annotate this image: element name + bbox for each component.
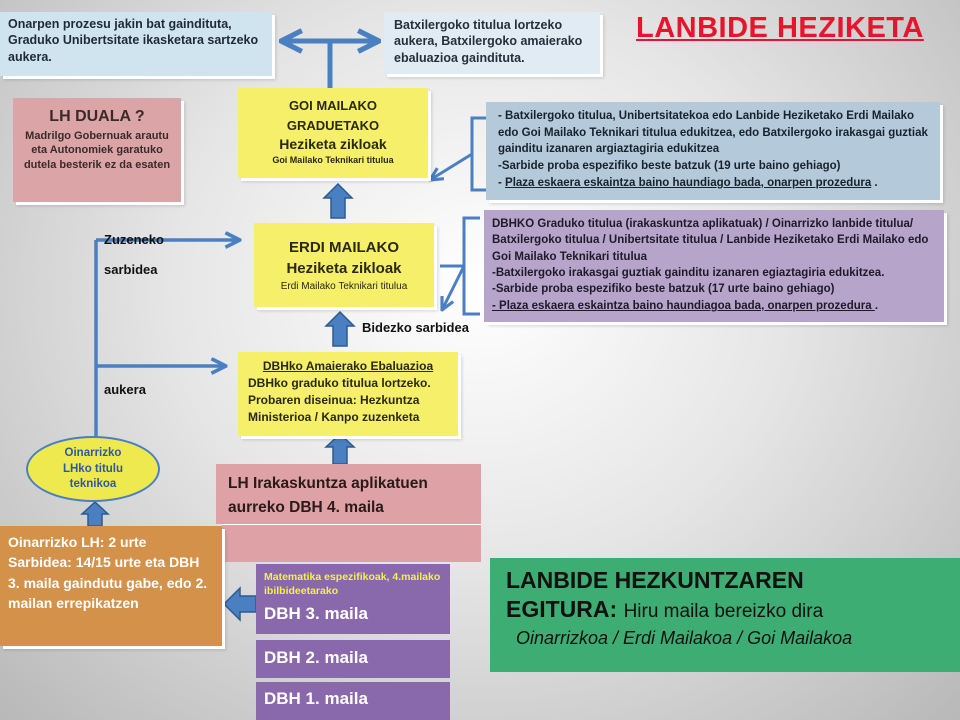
dbh1-box: DBH 1. maila: [256, 682, 450, 720]
label-aukera: aukera: [104, 382, 146, 397]
ellipse-line2: LHko titulu: [62, 462, 124, 475]
lh-duala-body: Madrilgo Gobernuak arautu eta Autonomiek garatuko dutela besterik ez da esaten: [23, 130, 171, 171]
dbh-eval-body: DBHko graduko titulua lortzeko. Probaren diseinua: Hezkuntza Ministerioa / Kanpo zuzenketa: [248, 376, 431, 424]
goi-req-prefix: -: [498, 176, 506, 189]
dbh2-box: DBH 2. maila: [256, 640, 450, 678]
lh-duala-box: [13, 98, 181, 202]
structure-summary-box: [490, 558, 960, 672]
goi-requirements-bracket: [430, 118, 488, 190]
structure-line1: LANBIDE HEZKUNTZAREN: [506, 567, 804, 593]
erdi-req-underlined: - Plaza eskaera eskaintza baino haundiagoa bada, onarpen prozedura: [492, 299, 875, 312]
baccalaureate-note: Batxilergoko titulua lortzeko aukera, Batxilergoko amaierako ebaluazioa gainditutа.: [384, 12, 600, 74]
left-arrow-to-oinarrizko: [224, 588, 256, 620]
lh-irakaskuntza-lower-band: [222, 524, 481, 562]
matematika-note: Matematika espezifikoak, 4.mailako ibilbideetarako: [264, 571, 441, 598]
up-arrow-to-ellipse: [82, 502, 108, 526]
goi-req-line2: -Sarbide proba espezifiko beste batzuk (19 urte baino gehiago): [498, 160, 841, 173]
erdi-req-suffix: .: [874, 299, 879, 312]
erdi-requirements-box: [484, 210, 944, 322]
goi-mailako-box: [238, 88, 428, 178]
ellipse-line3: teknikoa: [69, 478, 117, 491]
top-split-arrow: [281, 41, 379, 88]
label-zuzeneko: Zuzeneko: [104, 232, 164, 247]
goi-req-suffix: .: [871, 176, 878, 189]
oinarrizko-title-ellipse: [26, 436, 160, 502]
erdi-req-line3: -Sarbide proba espezifiko beste batzuk (17 urte baino gehiago): [492, 283, 835, 296]
goi-line3: Heziketa zikloak: [279, 136, 387, 152]
dbh-eval-heading: DBHko Amaierako Ebaluazioa: [262, 359, 434, 373]
label-sarbidea: sarbidea: [104, 262, 158, 277]
goi-line4: Goi Mailako Teknikari titulua: [272, 154, 394, 165]
ellipse-line1: Oinarrizko: [64, 447, 122, 459]
lh-duala-heading: LH DUALA ?: [49, 108, 145, 125]
goi-line1: GOI MAILAKO: [288, 98, 378, 113]
goi-requirements-box: [486, 102, 940, 200]
erdi-line1: ERDI MAILAKO: [289, 239, 399, 256]
goi-req-line3: [498, 175, 928, 192]
goi-req-line1: - Batxilergoko titulua, Unibertsitatekoa edo Lanbide Heziketako Erdi Mailako edo Goi Mailako Teknikari titulua edukitzea, edo Batxilergoko irakasgai guztiak gainditu izanaren argiaztagiria edukitzea: [498, 110, 928, 156]
erdi-requirements-bracket: [440, 218, 480, 314]
up-arrow-to-erdi: [326, 312, 354, 346]
goi-line2: GRADUETAKO: [286, 117, 380, 133]
erdi-line3: Erdi Mailako Teknikari titulua: [280, 280, 408, 292]
up-arrow-to-goi: [324, 184, 352, 218]
erdi-mailako-box: [254, 223, 434, 307]
erdi-req-line4: [492, 298, 936, 314]
structure-egitura: EGITURA:: [506, 595, 624, 622]
goi-req-underlined: Plaza eskaera eskaintza baino haundiago bada, onarpen prozedura: [505, 176, 872, 189]
lh-irakaskuntza-box: LH Irakaskuntza aplikatuen aurreko DBH 4. maila: [216, 464, 481, 524]
erdi-req-line1: DBHKO Graduko titulua (irakaskuntza aplikatuak) / Oinarrizko lanbide titulua/ Batxilergoko titulua / Unibertsitate titulua / Lanbide Heziketako Erdi Mailako edo Goi Mailako Teknikari titulua: [492, 218, 929, 263]
structure-hiru-maila: Hiru maila bereizko dira: [623, 600, 824, 622]
dbh3-label: DBH 3. maila: [264, 604, 368, 624]
erdi-req-line2: -Batxilergoko irakasgai guztiak gainditu izanaren egiaztagiria edukitzea.: [492, 266, 885, 279]
structure-line3: Oinarrizkoa / Erdi Mailakoa / Goi Mailakoa: [516, 627, 853, 648]
university-access-note: Onarpen prozesu jakin bat gainditutа, Graduko Unibertsitate ikasketara sartzeko aukera.: [0, 12, 272, 76]
dbh-evaluation-box: [238, 352, 458, 436]
dbh3-box: [256, 564, 450, 634]
up-arrow-to-dbh-eval: [326, 434, 354, 464]
oinarrizko-lh-box: Oinarrizko LH: 2 urte Sarbidea: 14/15 urte eta DBH 3. maila gaindutu gabe, edo 2. mailan errepikatzen: [0, 526, 222, 646]
erdi-line2: Heziketa zikloak: [286, 260, 402, 277]
structure-line2: [506, 595, 944, 624]
label-bidezko-sarbidea: Bidezko sarbidea: [362, 320, 469, 335]
page-title: LANBIDE HEZIKETA: [636, 12, 924, 44]
